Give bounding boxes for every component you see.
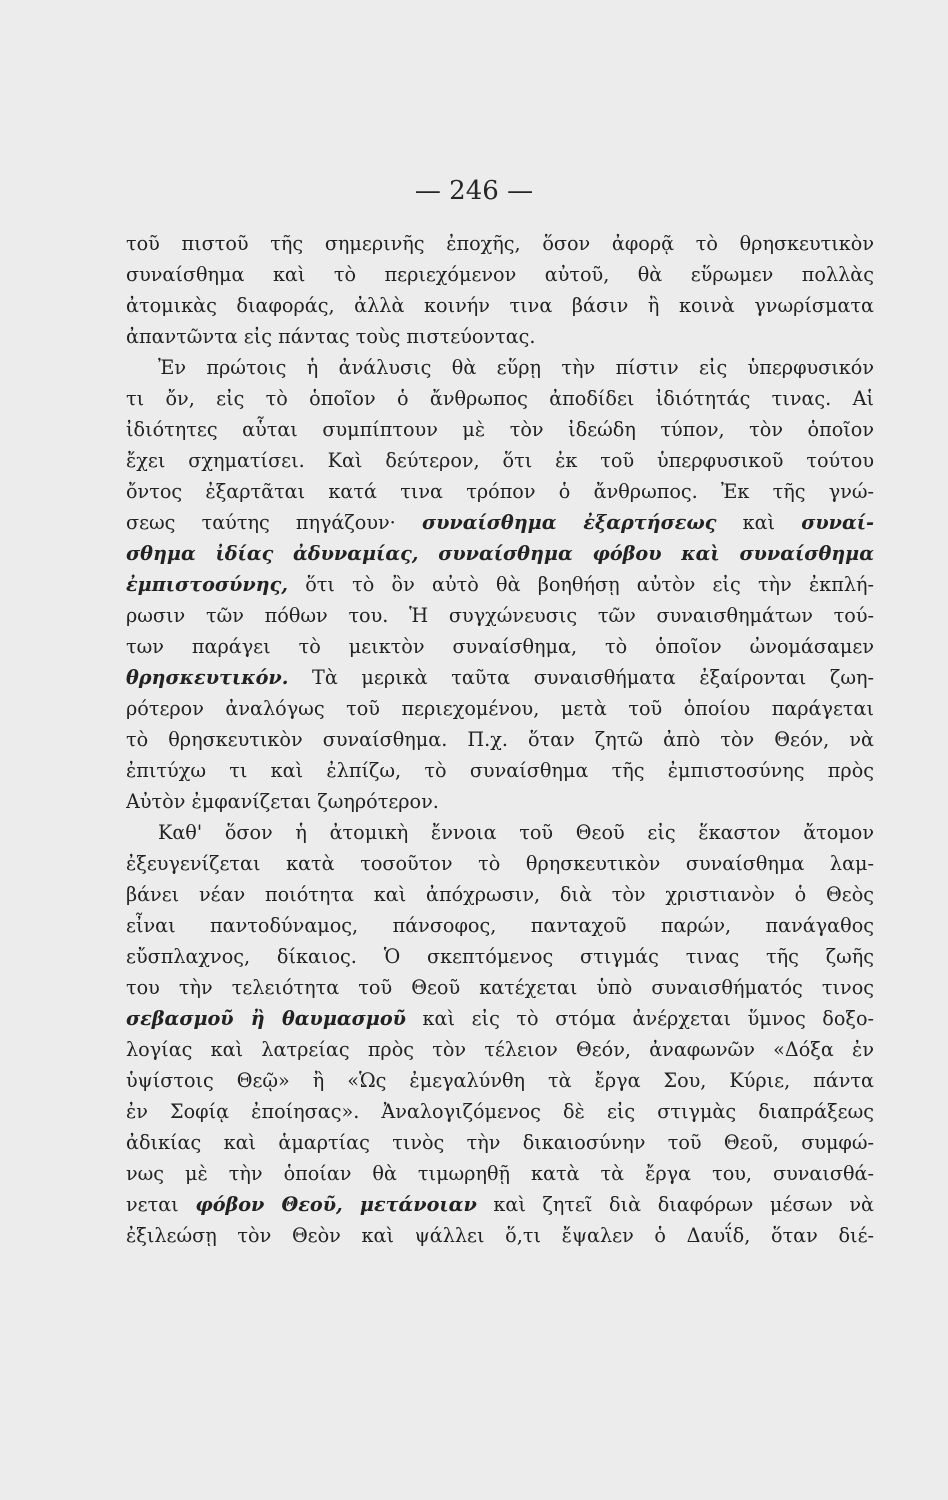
text-segment: ἐν Σοφίᾳ ἐποίησας». Ἀναλογιζόμενος δὲ εἰς στιγμὰς διαπράξεως — [126, 1100, 874, 1123]
text-line — [126, 476, 874, 507]
text-line — [126, 724, 874, 755]
text-line — [126, 910, 874, 941]
text-line — [126, 1127, 874, 1158]
text-segment: των παράγει τὸ μεικτὸν συναίσθημα, τὸ ὁποῖον ὠνομάσαμεν — [126, 635, 874, 658]
text-line — [126, 445, 874, 476]
text-segment: Ἐν πρώτοις ἡ ἀνάλυσις θὰ εὕρῃ τὴν πίστιν εἰς ὑπερφυσικόν — [158, 356, 874, 379]
text-line — [126, 538, 874, 569]
text-segment: ὅτι τὸ ὂν αὐτὸ θὰ βοηθήσῃ αὐτὸν εἰς τὴν ἐκπλή- — [287, 573, 874, 596]
text-segment: εὔσπλαχνος, δίκαιος. Ὁ σκεπτόμενος στιγμάς τινας τῆς ζωῆς — [126, 945, 874, 968]
text-segment: καὶ ζητεῖ διὰ διαφόρων μέσων νὰ — [476, 1193, 874, 1216]
text-line — [126, 569, 874, 600]
text-segment: τὸ θρησκευτικὸν συναίσθημα. Π.χ. ὅταν ζητῶ ἀπὸ τὸν Θεόν, νὰ — [126, 728, 874, 751]
text-line — [126, 879, 874, 910]
text-line — [126, 631, 874, 662]
text-line — [126, 662, 874, 693]
text-segment: ἀπαντῶντα εἰς πάντας τοὺς πιστεύοντας. — [126, 325, 536, 348]
text-segment: νεται — [126, 1193, 196, 1216]
emphasized-term: συναί- — [801, 511, 874, 534]
text-segment: Καθ' ὅσον ἡ ἀτομικὴ ἔννοια τοῦ Θεοῦ εἰς ἕκαστον ἄτομον — [158, 821, 874, 844]
text-segment: ρότερον ἀναλόγως τοῦ περιεχομένου, μετὰ τοῦ ὁποίου παράγεται — [126, 697, 874, 720]
text-line — [126, 321, 874, 352]
text-segment: ἰδιότητες αὗται συμπίπτουν μὲ τὸν ἰδεώδη τύπον, τὸν ὁποῖον — [126, 418, 874, 441]
text-line — [126, 1003, 874, 1034]
text-line — [126, 1065, 874, 1096]
text-segment: ὑψίστοις Θεῷ» ἢ «Ὡς ἐμεγαλύνθη τὰ ἔργα Σου, Κύριε, πάντα — [126, 1069, 874, 1092]
text-line — [126, 941, 874, 972]
text-segment: καὶ εἰς τὸ στόμα ἀνέρχεται ὕμνος δοξο- — [405, 1007, 874, 1030]
text-line — [126, 1096, 874, 1127]
text-line — [126, 600, 874, 631]
body-text — [126, 228, 874, 1251]
text-segment: λογίας καὶ λατρείας πρὸς τὸν τέλειον Θεόν, ἀναφωνῶν «Δόξα ἐν — [126, 1038, 874, 1061]
text-segment: Αὐτὸν ἐμφανίζεται ζωηρότερον. — [126, 790, 439, 813]
text-segment: του τὴν τελειότητα τοῦ Θεοῦ κατέχεται ὑπὸ συναισθήματός τινος — [126, 976, 874, 999]
emphasized-term: θρησκευτικόν. — [126, 666, 289, 689]
text-segment: τι ὄν, εἰς τὸ ὁποῖον ὁ ἄνθρωπος ἀποδίδει ἰδιότητάς τινας. Αἱ — [126, 387, 874, 410]
text-segment: τοῦ πιστοῦ τῆς σημερινῆς ἐποχῆς, ὅσον ἀφορᾷ τὸ θρησκευτικὸν — [126, 232, 874, 255]
text-line — [126, 817, 874, 848]
text-line — [126, 1158, 874, 1189]
text-segment: νως μὲ τὴν ὁποίαν θὰ τιμωρηθῇ κατὰ τὰ ἔργα του, συναισθά- — [126, 1162, 874, 1185]
text-segment: βάνει νέαν ποιότητα καὶ ἀπόχρωσιν, διὰ τὸν χριστιανὸν ὁ Θεὸς — [126, 883, 874, 906]
text-segment: ὄντος ἐξαρτᾶται κατά τινα τρόπον ὁ ἄνθρωπος. Ἐκ τῆς γνώ- — [126, 480, 874, 503]
text-segment: καὶ — [716, 511, 802, 534]
text-segment: εἶναι παντοδύναμος, πάνσοφος, πανταχοῦ παρών, πανάγαθος — [126, 914, 874, 937]
emphasized-term: ἐμπιστοσύνης, — [126, 573, 288, 596]
text-line — [126, 352, 874, 383]
text-line — [126, 259, 874, 290]
text-segment: ἀτομικὰς διαφοράς, ἀλλὰ κοινήν τινα βάσιν ἢ κοινὰ γνωρίσματα — [126, 294, 874, 317]
page-number: — 246 — — [414, 176, 534, 206]
text-segment: συναίσθημα καὶ τὸ περιεχόμενον αὐτοῦ, θὰ εὕρωμεν πολλὰς — [126, 263, 874, 286]
text-line — [126, 755, 874, 786]
text-segment: ρωσιν τῶν πόθων του. Ἡ συγχώνευσις τῶν συναισθημάτων τού- — [126, 604, 874, 627]
text-line — [126, 693, 874, 724]
text-line — [126, 972, 874, 1003]
text-segment: ἐπιτύχω τι καὶ ἐλπίζω, τὸ συναίσθημα τῆς ἐμπιστοσύνης πρὸς — [126, 759, 874, 782]
text-segment: ἀδικίας καὶ ἁμαρτίας τινὸς τὴν δικαιοσύνην τοῦ Θεοῦ, συμφώ- — [126, 1131, 874, 1154]
text-line — [126, 507, 874, 538]
text-line — [126, 1220, 874, 1251]
text-line — [126, 1034, 874, 1065]
text-line — [126, 228, 874, 259]
text-segment: Τὰ μερικὰ ταῦτα συναισθήματα ἐξαίρονται ζωη- — [288, 666, 874, 689]
emphasized-term: σεβασμοῦ ἢ θαυμασμοῦ — [126, 1007, 406, 1030]
text-segment: σεως ταύτης πηγάζουν· — [126, 511, 422, 534]
text-segment: ἐξιλεώσῃ τὸν Θεὸν καὶ ψάλλει ὅ,τι ἔψαλεν ὁ Δαυΐδ, ὅταν διέ- — [126, 1224, 874, 1247]
text-segment: ἐξευγενίζεται κατὰ τοσοῦτον τὸ θρησκευτικὸν συναίσθημα λαμ- — [126, 852, 874, 875]
text-line — [126, 786, 874, 817]
text-line — [126, 1189, 874, 1220]
text-line — [126, 848, 874, 879]
text-line — [126, 414, 874, 445]
text-segment: ἔχει σχηματίσει. Καὶ δεύτερον, ὅτι ἐκ τοῦ ὑπερφυσικοῦ τούτου — [126, 449, 874, 472]
emphasized-term: σθημα ἰδίας ἀδυναμίας, συναίσθημα φόβου καὶ συναίσθημα — [126, 542, 874, 565]
emphasized-term: φόβον Θεοῦ, μετάνοιαν — [195, 1193, 477, 1216]
text-line — [126, 383, 874, 414]
emphasized-term: συναίσθημα ἐξαρτήσεως — [421, 511, 717, 534]
text-line — [126, 290, 874, 321]
